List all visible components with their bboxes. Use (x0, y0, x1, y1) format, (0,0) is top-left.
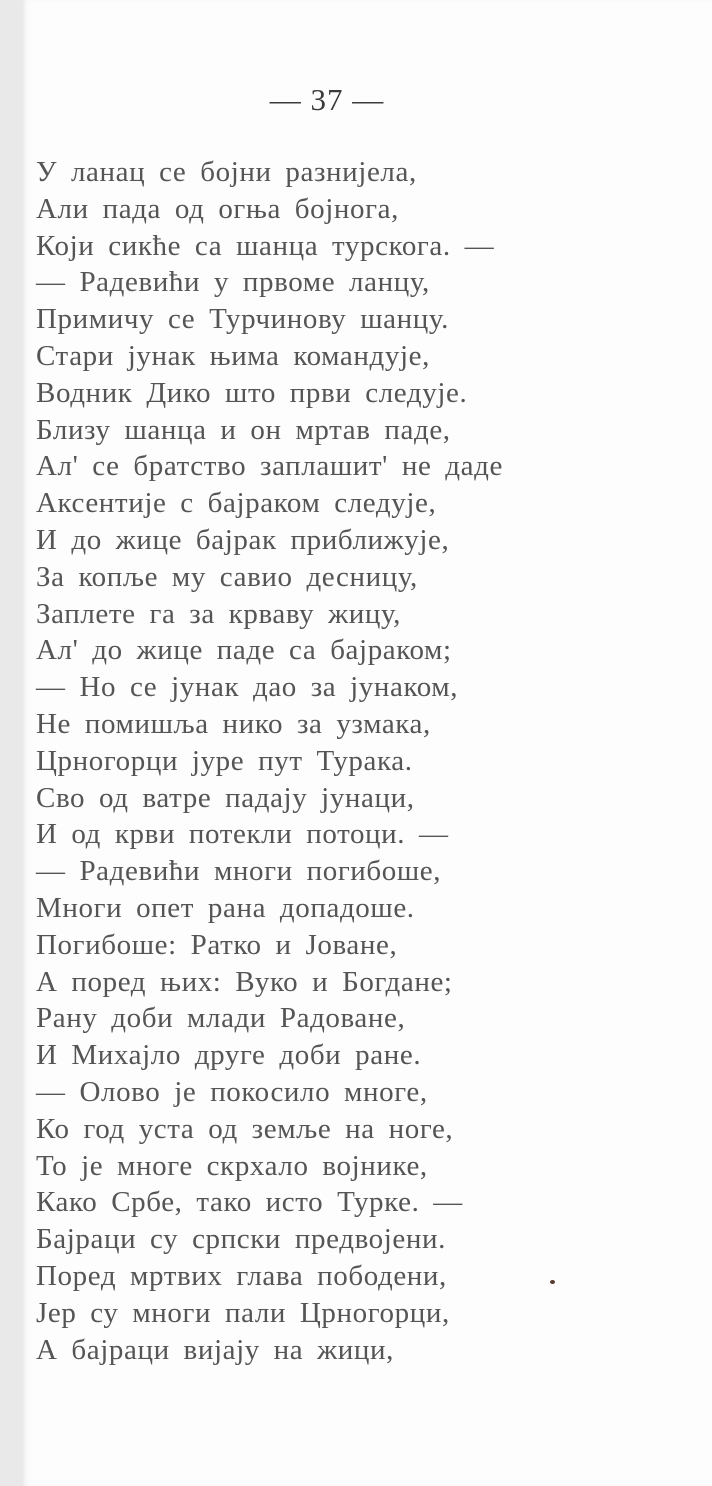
verse-line: А бајраци вијају на жици, (36, 1333, 394, 1366)
verse-line: Поред мртвих глава пободени, (36, 1259, 447, 1292)
verse-line: Ко год уста од земље на ноге, (36, 1112, 454, 1145)
verse-line: — Радевићи у првоме ланцу, (36, 266, 430, 299)
verse-line: Али пада од огња бојнога, (36, 192, 399, 225)
verse-line: За копље му савио десницу, (36, 560, 418, 593)
verse-line: Близу шанца и он мртав паде, (36, 413, 451, 446)
verse-line: Погибоше: Ратко и Јоване, (36, 928, 398, 961)
page-number: — 37 — (269, 82, 385, 117)
verse-line: Који сикће са шанца турскога. — (36, 229, 495, 262)
verse-line: Стари јунак њима командује, (36, 339, 430, 372)
ink-speck (550, 1280, 555, 1284)
verse-line: Не помишља нико за узмака, (36, 707, 431, 740)
poem-verse (36, 154, 503, 1368)
verse-line: Јер су многи пали Црногорци, (36, 1296, 450, 1329)
verse-line: Како Србе, тако исто Турке. — (36, 1186, 463, 1219)
verse-line: — Олово је покосило многе, (36, 1075, 428, 1108)
book-page (22, 0, 712, 1486)
verse-line: Рану доби млади Радоване, (36, 1002, 406, 1035)
verse-line: Црногорци јуре пут Турака. (36, 744, 413, 777)
verse-line: Бајраци су српски предвојени. (36, 1223, 446, 1256)
verse-line: То је многе скрхало војнике, (36, 1149, 428, 1182)
verse-line: А поред њих: Вуко и Богдане; (36, 965, 453, 998)
verse-line: Водник Дико што први следује. (36, 376, 468, 409)
verse-line: Ал' до жице паде са бајраком; (36, 634, 452, 667)
verse-line: Многи опет рана допадоше. (36, 891, 415, 924)
verse-line: Ал' се братство заплашит' не даде (36, 450, 503, 483)
verse-line: И од крви потекли потоци. — (36, 818, 449, 851)
verse-line: Заплете га за крваву жицу, (36, 597, 402, 630)
verse-line: — Радевићи многи погибоше, (36, 855, 442, 888)
verse-line: Примичу се Турчинову шанцу. (36, 303, 449, 336)
verse-line: Сво од ватре падају јунаци, (36, 781, 415, 814)
verse-line: И до жице бајрак приближује, (36, 523, 450, 556)
verse-line: Аксентије с бајраком следује, (36, 487, 437, 520)
verse-line: И Михајло друге доби ране. (36, 1039, 422, 1072)
verse-line: — Но се јунак дао за јунаком, (36, 671, 459, 704)
verse-line: У ланац се бојни разнијела, (36, 156, 417, 188)
